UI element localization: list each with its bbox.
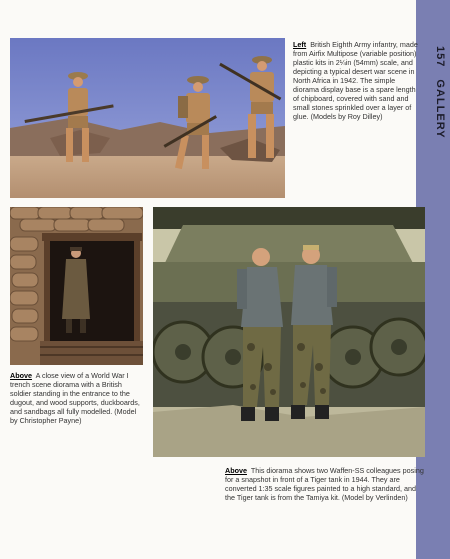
trench-diorama-photo [10,207,143,365]
caption-above-ww1 [10,371,145,425]
caption-above-ww1-text: A close view of a World War I trench scene diorama with a British soldier standing in the entrance to the dugout, and wood supports, duckboards, and sandbags all fully modelled. (Model by Christopher Payne) [10,371,140,425]
caption-left [293,40,420,121]
page-number: 157 [434,46,446,68]
caption-above-tiger [225,466,425,502]
caption-above-tiger-label: Above [225,466,247,475]
caption-left-text: British Eighth Army infantry, made from Airfix Multipose (variable position) plastic kits in 2¼in (54mm) scale, and depicting a typical desert war scene in North Africa in 1942. The simple diorama display base is a spare length of chipboard, covered with sand and small stones sprinkled over a layer of glue. (Models by Roy Dilley) [293,40,418,121]
section-title: GALLERY [434,79,446,139]
tiger-tank-diorama-photo [153,207,425,457]
caption-above-tiger-text: This diorama shows two Waffen-SS colleagues posing for a snapshot in front of a Tiger tank in 1944. They are converted 1:35 scale figures painted to a high standard, and the Tiger tank is from the Tamiya kit. (Model by Verlinden) [225,466,424,502]
caption-left-label: Left [293,40,307,49]
side-tab-text [434,46,446,139]
desert-diorama-image [10,38,285,198]
trench-diorama-image [10,207,143,365]
caption-above-ww1-label: Above [10,371,32,380]
tiger-tank-diorama-image [153,207,425,457]
desert-diorama-photo [10,38,285,198]
